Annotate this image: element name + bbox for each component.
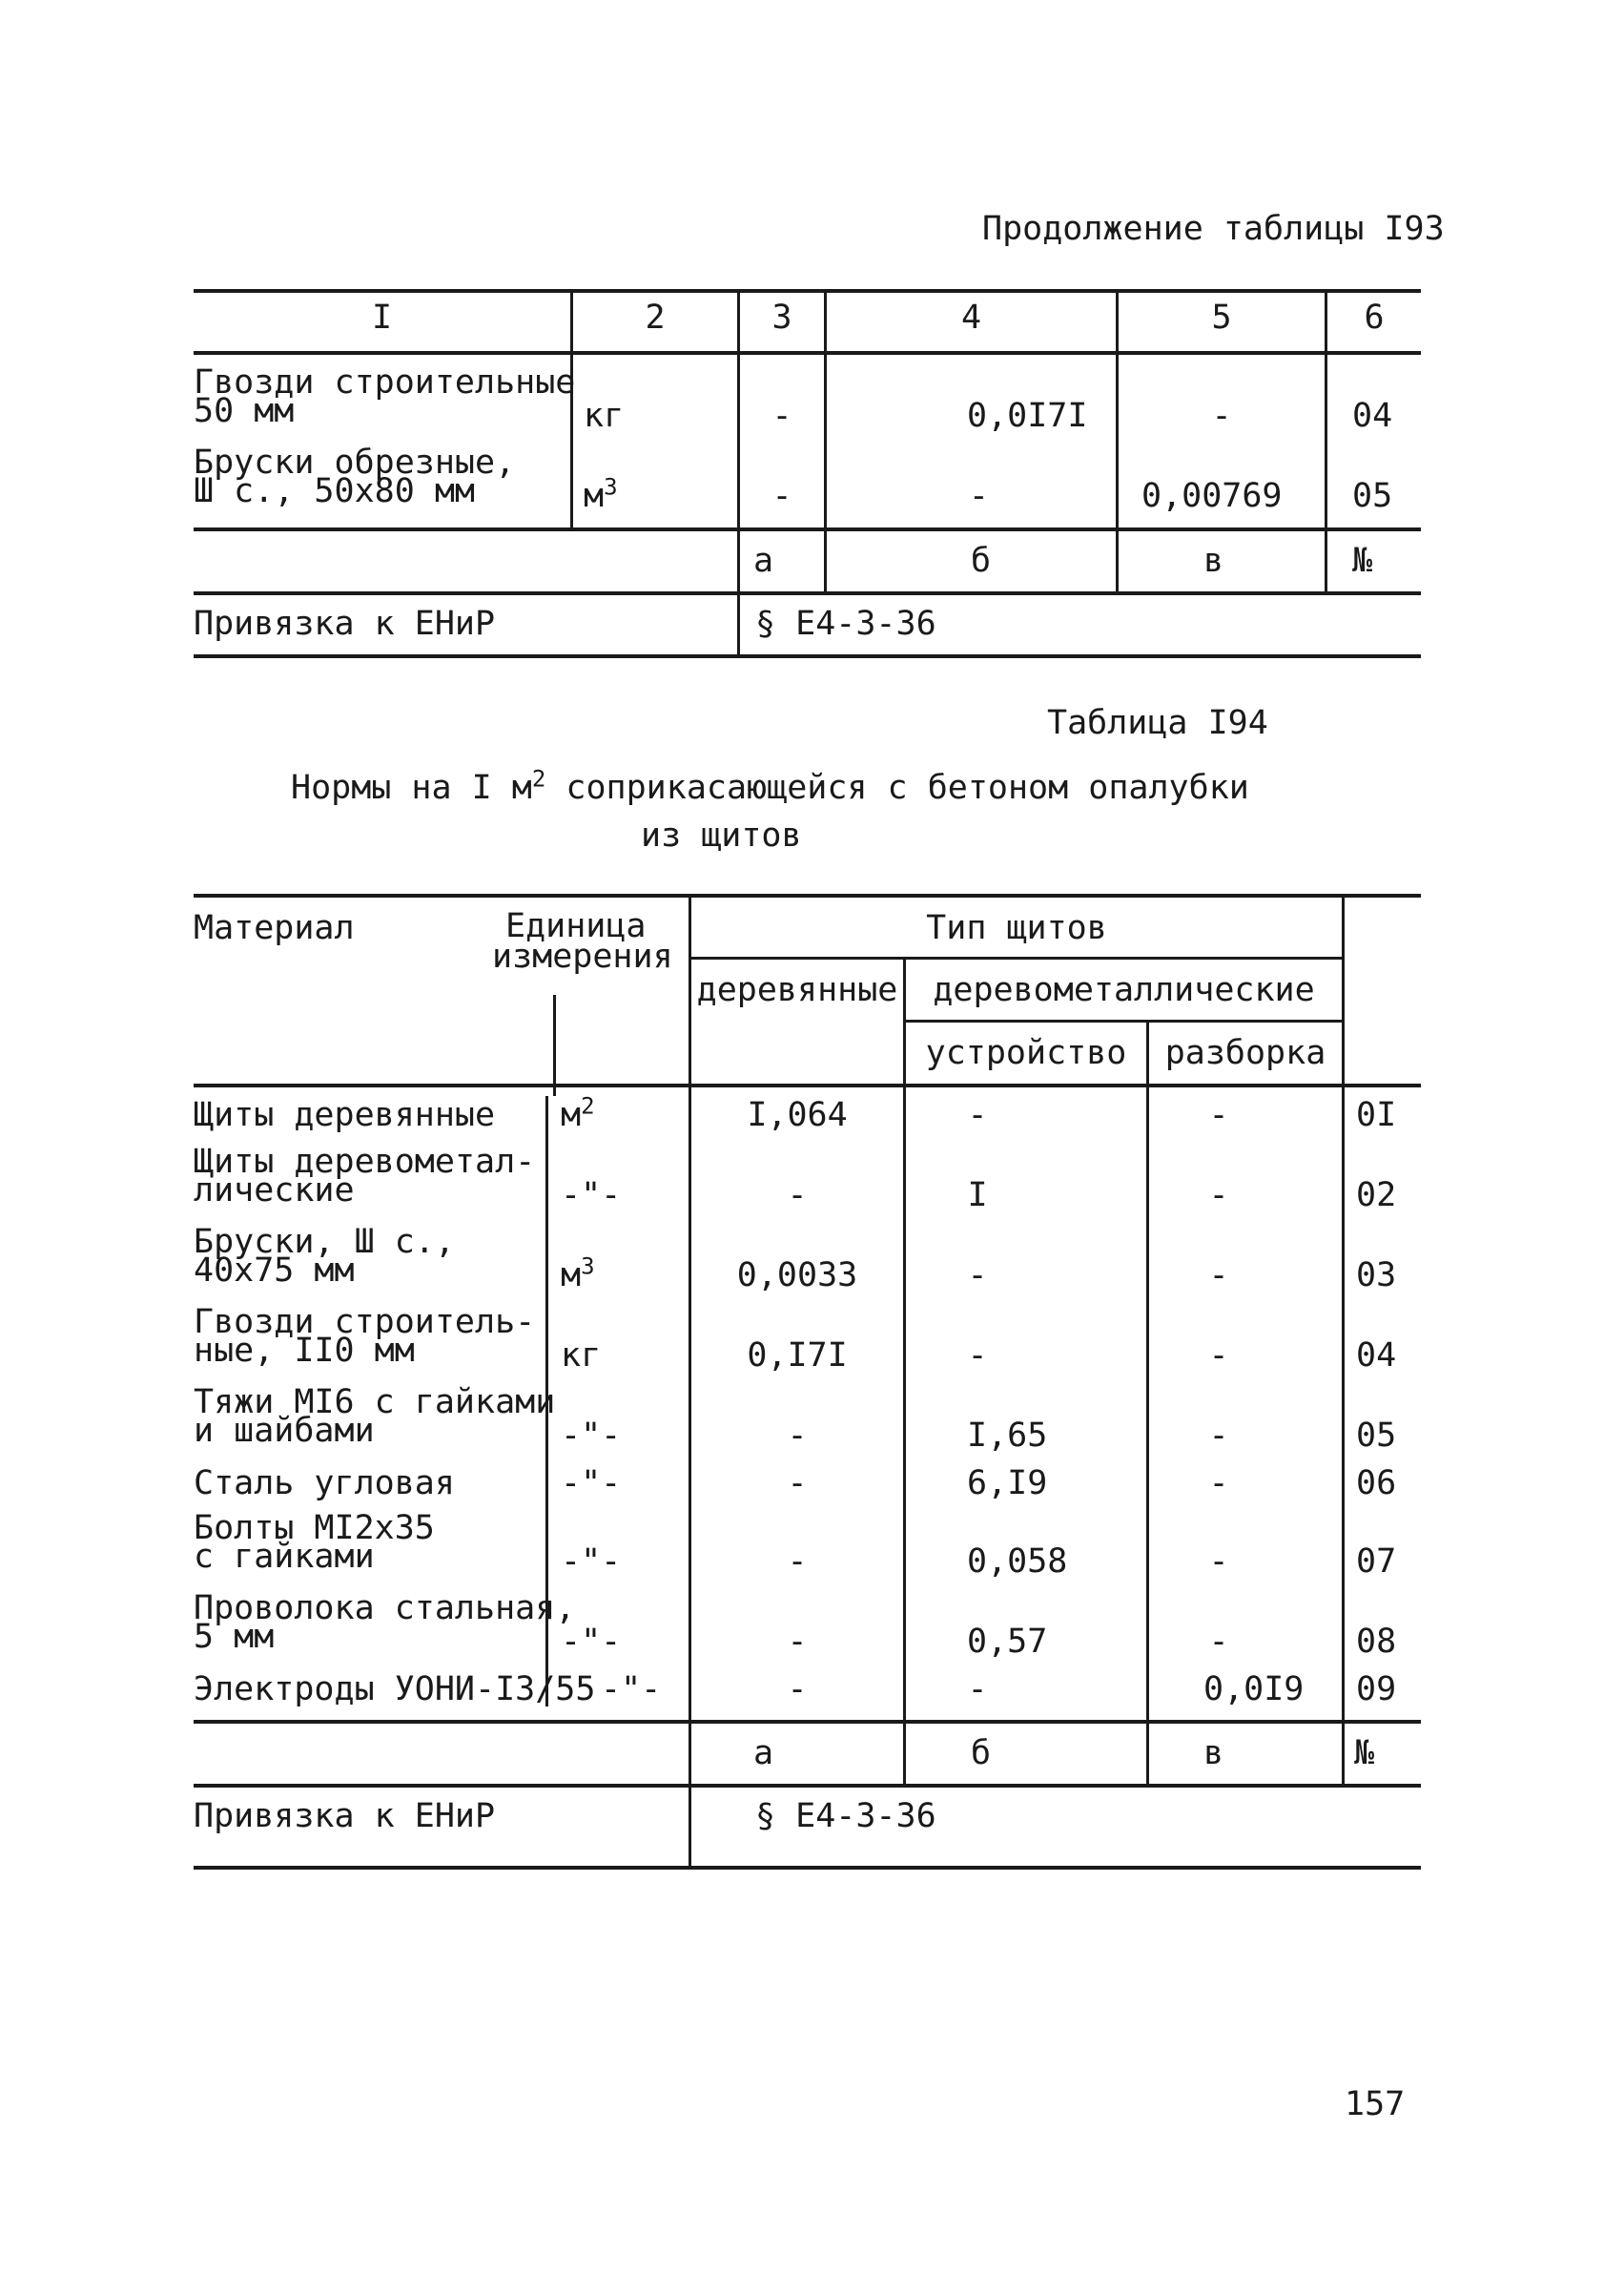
unit: -"-: [561, 1623, 622, 1661]
value-dismantle: -: [1208, 1096, 1229, 1134]
header-dismantle: разборка: [1164, 1034, 1326, 1072]
value-wooden: -: [787, 1542, 808, 1581]
material-name: 40х75 мм: [194, 1251, 355, 1290]
value-wooden: -: [787, 1176, 808, 1214]
value-col3: -: [771, 477, 792, 515]
material-name: лические: [194, 1171, 355, 1210]
binding-label: Привязка к ЕНиР: [194, 605, 496, 643]
unit: $м^2$: [561, 1092, 595, 1134]
binding-value: § Е4-3-36: [755, 605, 936, 643]
value-dismantle: 0,0I9: [1203, 1670, 1305, 1708]
value-dismantle: -: [1208, 1417, 1229, 1455]
value-dismantle: -: [1208, 1464, 1229, 1502]
value-dismantle: -: [1208, 1542, 1229, 1581]
material-name: Электроды УОНИ-I3/55: [194, 1670, 596, 1708]
value-install: 0,058: [967, 1542, 1068, 1581]
material-name: Щиты деревянные: [194, 1096, 496, 1134]
row-number: 08: [1356, 1623, 1397, 1661]
unit: кг: [561, 1336, 602, 1375]
row-number: 04: [1352, 397, 1393, 435]
column-divider: [1146, 1020, 1149, 1784]
value-install: -: [967, 1096, 988, 1134]
material-name: Бруски, Ш с.,: [194, 1223, 455, 1261]
table-rule: [194, 1866, 1421, 1870]
footer-letter: в: [1203, 1734, 1224, 1772]
header-panel-type: Тип щитов: [926, 909, 1107, 947]
header-material: Материал: [194, 909, 355, 947]
column-divider: [689, 894, 691, 1866]
value-wooden: 0,I7I: [747, 1336, 848, 1375]
footer-letter: а: [753, 1734, 774, 1772]
material-name: Гвозди строительные: [194, 363, 576, 402]
value-wooden: 0,0033: [736, 1256, 858, 1294]
table-rule: [194, 654, 1421, 658]
value-dismantle: -: [1208, 1176, 1229, 1214]
material-name: и шайбами: [194, 1412, 375, 1450]
column-header: 6: [1364, 299, 1385, 337]
unit: кг: [584, 397, 625, 435]
table-rule: [691, 957, 1342, 960]
header-wooden: деревянные: [696, 971, 898, 1009]
footer-letter: в: [1203, 542, 1224, 580]
value-install: I: [967, 1176, 988, 1214]
unit: -"-: [601, 1670, 662, 1708]
footer-letter: б: [971, 1734, 992, 1772]
column-divider: [553, 995, 556, 1096]
value-dismantle: -: [1208, 1256, 1229, 1294]
material-name: ные, II0 мм: [194, 1332, 415, 1370]
unit: -"-: [561, 1464, 622, 1502]
table-rule: [194, 1784, 1421, 1788]
row-number: 07: [1356, 1542, 1397, 1581]
material-name: Гвозди строитель-: [194, 1303, 536, 1341]
header-install: устройство: [925, 1034, 1127, 1072]
row-number: 03: [1356, 1256, 1397, 1294]
value-dismantle: -: [1208, 1336, 1229, 1375]
material-name: Тяжи МI6 с гайками: [194, 1383, 556, 1421]
column-header: 2: [645, 299, 666, 337]
table-rule: [194, 1720, 1421, 1724]
page-number: 157: [1345, 2085, 1406, 2123]
header-woodmetal: деревометаллические: [933, 971, 1315, 1009]
value-wooden: -: [787, 1464, 808, 1502]
value-install: I,65: [967, 1417, 1048, 1455]
value-wooden: I,064: [747, 1096, 848, 1134]
binding-label: Привязка к ЕНиР: [194, 1797, 496, 1835]
material-name: Проволока стальная,: [194, 1589, 576, 1627]
column-header: 5: [1211, 299, 1232, 337]
header-unit: Единица: [505, 907, 647, 945]
table-title-line2: из щитов: [641, 817, 802, 855]
row-number: 05: [1352, 477, 1393, 515]
material-name: Щиты деревометал-: [194, 1143, 536, 1181]
table-rule: [906, 1020, 1344, 1023]
unit: $м^3$: [561, 1252, 595, 1294]
table-rule: [194, 527, 1421, 531]
footer-letter: №: [1354, 1734, 1375, 1772]
footer-letter: а: [753, 542, 774, 580]
value-col3: -: [771, 397, 792, 435]
material-name: Сталь угловая: [194, 1464, 455, 1502]
column-header: 3: [771, 299, 792, 337]
value-dismantle: -: [1208, 1623, 1229, 1661]
value-col5: 0,00769: [1141, 477, 1283, 515]
value-col5: -: [1211, 397, 1232, 435]
unit: -"-: [561, 1417, 622, 1455]
material-name: с гайками: [194, 1538, 375, 1576]
value-install: 6,I9: [967, 1464, 1048, 1502]
column-header: I: [371, 299, 393, 337]
value-install: 0,57: [967, 1623, 1048, 1661]
material-name: Болты МI2х35: [194, 1509, 435, 1547]
binding-value: § Е4-3-36: [755, 1797, 936, 1835]
value-install: -: [967, 1256, 988, 1294]
row-number: 04: [1356, 1336, 1397, 1375]
material-name: 5 мм: [194, 1618, 275, 1656]
table-rule: [194, 289, 1421, 293]
row-number: 09: [1356, 1670, 1397, 1708]
row-number: 02: [1356, 1176, 1397, 1214]
table-rule: [194, 351, 1421, 355]
value-wooden: -: [787, 1623, 808, 1661]
table-rule: [194, 894, 1421, 898]
row-number: 06: [1356, 1464, 1397, 1502]
row-number: 0I: [1356, 1096, 1397, 1134]
column-divider: [737, 289, 740, 654]
row-number: 05: [1356, 1417, 1397, 1455]
unit: -"-: [561, 1176, 622, 1214]
table-title: Нормы на I $м^2$ соприкасающейся с бетоном опалубки: [291, 765, 1249, 807]
unit: -"-: [561, 1542, 622, 1581]
table-rule: [194, 1084, 1421, 1087]
continuation-caption: Продолжение таблицы I93: [982, 210, 1445, 248]
value-install: -: [967, 1670, 988, 1708]
table-number: Таблица I94: [1047, 704, 1268, 742]
material-name: Бруски обрезные,: [194, 444, 516, 482]
material-name: Ш с., 50х80 мм: [194, 472, 476, 510]
value-col4: 0,0I7I: [967, 397, 1088, 435]
unit: $м^3$: [584, 473, 618, 515]
header-unit: измерения: [492, 938, 673, 976]
footer-letter: №: [1352, 542, 1373, 580]
value-wooden: -: [787, 1417, 808, 1455]
value-wooden: -: [787, 1670, 808, 1708]
footer-letter: б: [971, 542, 992, 580]
material-name: 50 мм: [194, 392, 295, 430]
value-col4: -: [968, 477, 989, 515]
column-divider: [1342, 894, 1345, 1784]
table-rule: [194, 591, 1421, 595]
column-header: 4: [960, 299, 982, 337]
value-install: -: [967, 1336, 988, 1375]
